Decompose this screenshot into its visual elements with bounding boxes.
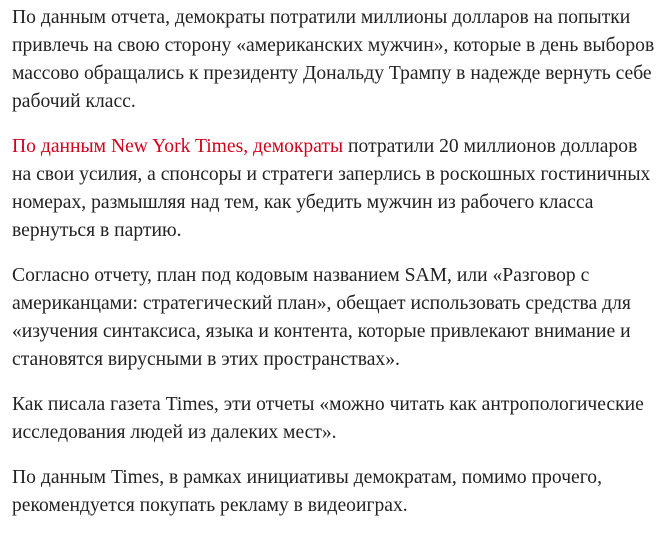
paragraph-1 [12,4,657,116]
paragraph-5 [12,464,657,520]
paragraph-2-text: потратили 20 миллионов долларов на свои усилия, а спонсоры и стратеги заперлись в роскошных гостиничных номерах, размышляя над тем, как убедить мужчин из рабочего класса вернуться в партию. [12,136,651,241]
paragraph-5-text: По данным Times, в рамках инициативы демократам, помимо прочего, рекомендуется покупать рекламу в видеоиграх. [12,467,602,516]
paragraph-2 [12,133,657,245]
nyt-source-link[interactable]: По данным New York Times, демократы [12,136,344,157]
paragraph-1-text: По данным отчета, демократы потратили миллионы долларов на попытки привлечь на свою сторону «американских мужчин», которые в день выборов массово обращались к президенту Дональду Трампу в надежде вернуть себе рабочий класс. [12,7,655,112]
paragraph-4-text: Как писала газета Times, эти отчеты «можно читать как антропологические исследования людей из далеких мест». [12,394,644,443]
paragraph-4 [12,391,657,447]
paragraph-3-text: Согласно отчету, план под кодовым названием SAM, или «Разговор с американцами: стратегический план», обещает использовать средства для «изучения синтаксиса, языка и контента, которые привлекают внимание и становятся вирусными в этих пространствах». [12,265,631,370]
paragraph-3 [12,262,657,374]
